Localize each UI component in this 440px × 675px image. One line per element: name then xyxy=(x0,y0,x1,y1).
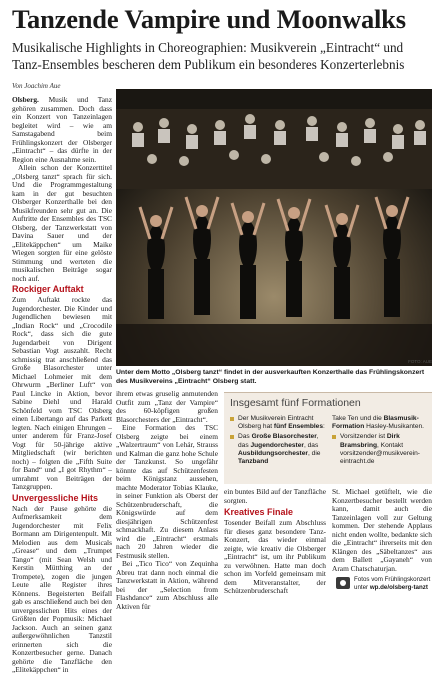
info-box xyxy=(224,392,432,484)
photo-caption xyxy=(116,369,432,386)
info-item: Take Ten und die Blasmusik-Formation Hasley-Musikanten. xyxy=(332,415,424,431)
section-heading: Rockiger Auftakt xyxy=(12,284,84,294)
paragraph: Eine Formation des TSC Olsberg zeigte bei einem „Walzertraum“ von Lehár, Strauss und Kalman die ganz hohe Schule der Tanzkunst. So ungefähr könnte das auf Schützenfesten beim Königstanz aussehen, machte Moderator Tobias Klauke, in seiner Funktion als Oberst der Schützenbruderschaft, die Königswürde auf dem diesjährigen Schützenfest schmackhaft. Zu diesem Anlass wird die „Eintracht“ erstmals nach 20 Jahren wieder die Festmusik stellen. xyxy=(116,423,218,560)
caption-text: Unter dem Motto „Olsberg tanzt“ findet in der ausverkauften Konzerthalle das Frühlingskonzert des Musikvereins „Eintracht“ Olsberg statt. xyxy=(116,369,425,385)
section-heading: Kreatives Finale xyxy=(224,507,294,517)
bullet-icon xyxy=(230,417,234,421)
paragraph: Allein schon der Konzerttitel „Olsberg tanzt“ sprach für sich. Und die Programmgestaltung kam in der gut besuchten Olsberger Konzerthalle bei den Musikfreunden sehr gut an. Die Auftritte der Ensembles des TSC Olsberg, der Tanzwerkstatt von Davina Sauer und der „Elitekäppchen“ um Maike Wiegen sorgten für eine gelöste Stimmung und werteten die musikalischen Beiträge sogar noch auf. xyxy=(12,163,112,283)
info-item: Das Große Blasorchester, das Jugendorchester, das Ausbildungsorchester, die Tanzband xyxy=(230,433,326,466)
camera-icon xyxy=(336,577,350,589)
info-box-left xyxy=(230,415,326,468)
paragraph-text: Musik und Tanz gehören zusammen. Doch dass ein Konzert von Tanzeinlagen begleitet wird – wie am Samstagabend beim Frühlingskonzert der Olsberger „Eintracht“ – das dürfte in der Region eine Ausnahme sein. xyxy=(12,95,112,164)
concert-photo xyxy=(116,89,432,366)
gallery-text xyxy=(354,576,434,591)
section-heading: Unvergessliche Hits xyxy=(12,492,99,503)
article-column-2 xyxy=(116,389,218,611)
headline: Tanzende Vampire und Moonwalks xyxy=(12,4,406,34)
info-item: Der Musikverein Eintracht Olsberg hat fünf Ensembles: xyxy=(230,415,326,431)
photo-credit: FOTO: AUE xyxy=(408,359,432,364)
gallery-url-line: unter wp.de/olsberg-tanzt xyxy=(354,583,428,591)
paragraph: Nach der Pause gehörte die Aufmerksamkeit dem Jugendorchester mit Felix Bormann am Dirigentenpult. Mit Melodien aus dem Musicals „Grease“ und dem „Trumpet Tango“ (mit Sean Welsh und Kerstin Mütthing an der Trompete), zogen die jungen Leute alle Register ihres Könnens. Begeisterten Beifall gab es anschließend auch bei den unvergesslichen Hits eines der Größten der Popmusik: Michael Jackson. Auch an seinen ganz außergewöhnlichen Tanzstil erinnerten sich die Konzertbesucher gerne. Danach gehörte die Tanzfläche den „Elitekäppchen“ in xyxy=(12,503,112,674)
bullet-icon xyxy=(332,435,336,439)
subheadline: Musikalische Highlights in Choreographien: Musikverein „Eintracht“ und Tanz-Ensembles bescheren dem Publikum ein besonderes Konzerterlebnis xyxy=(12,40,405,72)
byline: Von Joachim Aue xyxy=(12,82,61,90)
paragraph: Zum Auftakt rockte das Jugendorchester. Die Kinder und Jugendlichen bewiesen mit „Indian Rock“ und „Crocodile Rock“, dass sich die gute Jugendarbeit von Dirigent Sebastian Vogt auszahlt. Recht schmissig trat anschließend das Große Blasorchester unter Michael Lohmeier mit dem Ohrwurm „Berliner Luft“ von Paul Lincke in Aktion, bevor Sabine Diehl und Harald Schönfeld vom TSC Olsberg einen Libertango auf das Parkett legten. Nach einigen Ehrungen – unter anderem für Franz-Josef Vogt für 50-jährige aktive Mitgliedschaft (wir berichten noch) – folgten die „Fifth Suite for Band“ und „I got Rhythm“ – umrahmt von Beiträgen der Tanzgruppen. xyxy=(12,295,112,491)
bullet-icon xyxy=(230,435,234,439)
article-column-3 xyxy=(224,488,326,600)
info-box-right xyxy=(332,415,428,468)
paragraph: St. Michael getüftelt, wie die Konzertbesucher bestellt werden kann, damit auch die Tanzeinlagen voll zur Geltung kommen. Der stehende Applaus nicht enden wollte, bedankte sich die „Eintracht“ ihrerseits mit den Klängen des „Säbeltanzes“ aus dem Ballett „Gayaneh“ von Aram Chatschaturjan. xyxy=(332,487,432,573)
paragraph: ein buntes Bild auf der Tanzfläche sorgten. xyxy=(224,487,326,505)
paragraph xyxy=(12,96,112,164)
paragraph: Tosender Beifall zum Abschluss für dieses ganz besondere Tanz-Konzert, das wieder einmal zeigte, wie kreativ die Olsberger „Eintracht“ ist, um ihr Publikum zu verwöhnen. Hatte man doch schon im Vorfeld gemeinsam mit dem Mitveranstalter, der Schützenbruderschaft xyxy=(224,518,326,595)
article-column-4 xyxy=(332,488,432,574)
dateline: Olsberg. xyxy=(12,95,39,104)
info-item: Vorsitzender ist Dirk Bramsbring, Kontakt vorsitzender@musikverein-eintracht.de xyxy=(332,433,428,466)
paragraph: ihrem etwas gruselig anmutenden Outfit zum „Tanz der Vampire“ des 60-köpfigen großen Blasorchesters der „Eintracht“. xyxy=(116,389,218,424)
concert-photo-illustration xyxy=(116,89,432,366)
info-box-title: Insgesamt fünf Formationen xyxy=(230,397,361,409)
paragraph: Bei „Tico Tico“ von Zequinha Abreu trat dann noch einmal die Tanzwerkstatt in Aktion, während bei der „Selection from Flashdance“ zum Abschluss alle Aktiven für xyxy=(116,559,218,611)
photo-gallery-link[interactable] xyxy=(336,576,432,596)
gallery-line: Fotos vom Frühlingskonzert xyxy=(354,576,431,583)
article-column-1 xyxy=(12,95,112,674)
